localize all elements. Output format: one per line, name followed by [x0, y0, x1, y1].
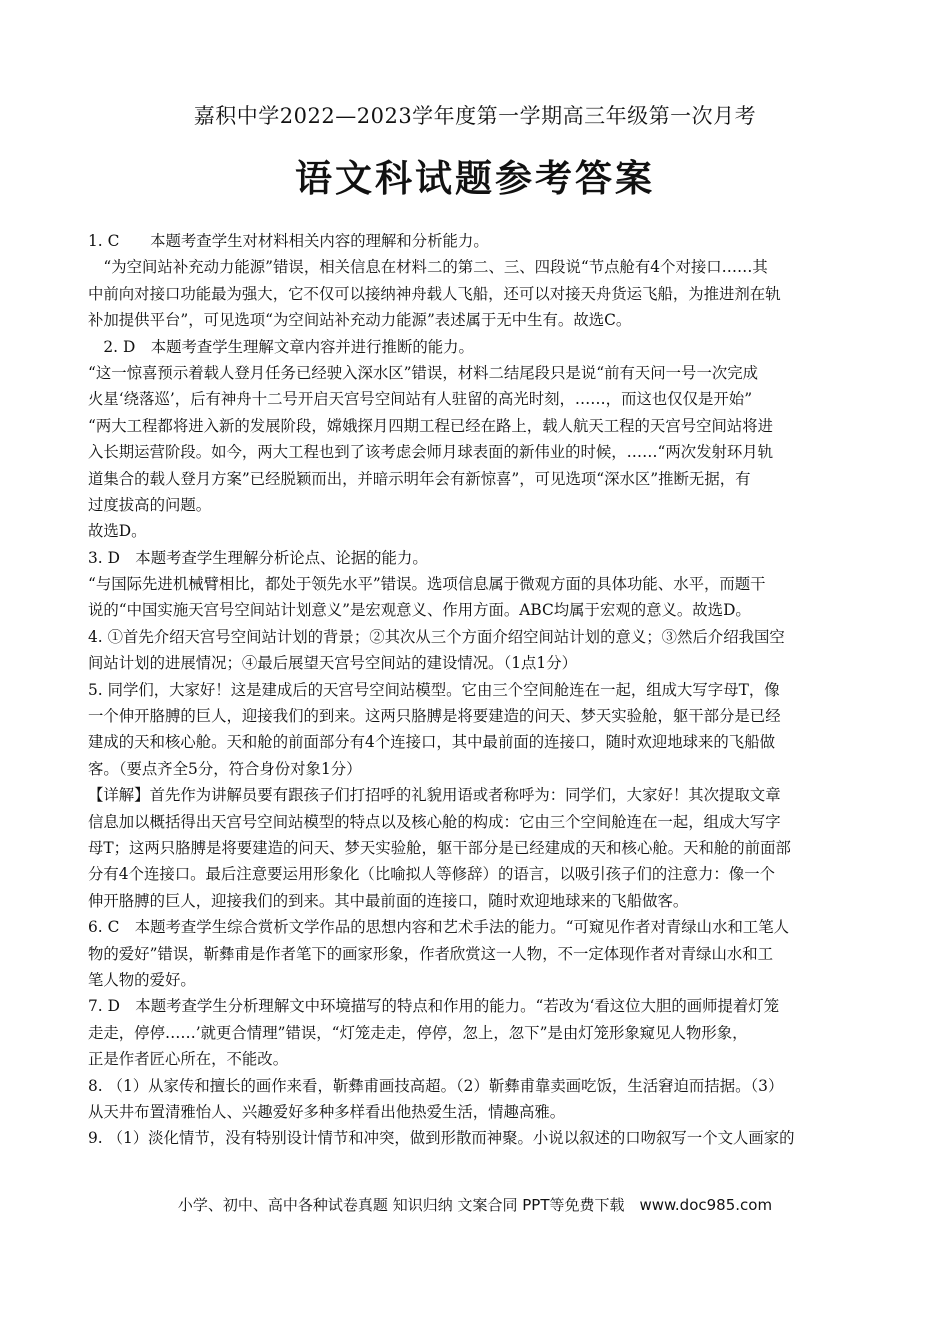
answer-line: 正是作者匠心所在，不能改。 — [88, 1050, 289, 1069]
answer-line: 2. D 本题考查学生理解文章内容并进行推断的能力。 — [88, 337, 474, 356]
answer-line: 分有4个连接口。最后注意要运用形象化（比喻拟人等修辞）的语言，以吸引孩子们的注意力：像一个 — [88, 865, 775, 884]
answer-line: 4. ①首先介绍天宫号空间站计划的背景；②其次从三个方面介绍空间站计划的意义；③然后介绍我国空 — [88, 627, 785, 646]
answer-line: 物的爱好”错误，靳彝甫是作者笔下的画家形象，作者欣赏这一人物，不一定体现作者对青绿山水和工 — [88, 944, 774, 963]
footer-advert: 小学、初中、高中各种试卷真题 知识归纳 文案合同 PPT等免费下载 www.doc985.com — [177, 1196, 773, 1214]
answer-line: 道集合的载人登月方案”已经脱颖而出，并暗示明年会有新惊喜”，可见选项“深水区”推断无据，有 — [88, 469, 751, 488]
answer-line: 5. 同学们，大家好！这是建成后的天宫号空间站模型。它由三个空间舱连在一起，组成大写字母T，像 — [88, 680, 780, 699]
answer-line: 入长期运营阶段。如今，两大工程也到了该考虑会师月球表面的新伟业的时候，……“两次发射环月轨 — [88, 443, 774, 462]
answer-line: 7. D 本题考查学生分析理解文中环境描写的特点和作用的能力。“若改为‘看这位大胆的画师提着灯笼 — [88, 997, 780, 1016]
answer-line: 信息加以概括得出天宫号空间站模型的特点以及核心舱的构成：它由三个空间舱连在一起，组成大写字 — [88, 812, 781, 831]
answer-line: 一个伸开胳膊的巨人，迎接我们的到来。这两只胳膊是将要建造的问天、梦天实验舱，躯干部分是已经 — [88, 707, 781, 726]
answer-line: 补加提供平台”，可见选项“为空间站补充动力能源”表述属于无中生有。故选C。 — [88, 311, 632, 330]
answer-line: 【详解】首先作为讲解员要有跟孩子们打招呼的礼貌用语或者称呼为：同学们，大家好！其次提取文章 — [88, 786, 781, 805]
page-title: 语文科试题参考答案 — [295, 156, 655, 200]
answer-line: 从天井布置清雅怡人、兴趣爱好多种多样看出他热爱生活，情趣高雅。 — [88, 1102, 566, 1121]
answer-line: 母T；这两只胳膊是将要建造的问天、梦天实验舱，躯干部分是已经建成的天和核心舱。天和舱的前面部 — [88, 838, 791, 857]
answer-line: 过度拔高的问题。 — [88, 495, 212, 514]
answer-line: 火星‘绕落巡’，后有神舟十二号开启天宫号空间站有人驻留的高光时刻，……，而这也仅仅是开始” — [88, 390, 753, 409]
answer-line: 9. （1）淡化情节，没有特别设计情节和冲突，做到形散而神聚。小说以叙述的口吻叙写一个文人画家的 — [88, 1129, 795, 1148]
answer-line: “与国际先进机械臂相比，都处于领先水平”错误。选项信息属于微观方面的具体功能、水平，而题干 — [88, 575, 766, 594]
answer-body — [88, 228, 866, 1152]
answer-line: 故选D。 — [88, 522, 147, 541]
answer-line: “这一惊喜预示着载人登月任务已经驶入深水区”错误，材料二结尾段只是说“前有天问一号一次完成 — [88, 363, 759, 382]
answer-line: 中前向对接口功能最为强大，它不仅可以接纳神舟载人飞船，还可以对接天舟货运飞船，为推进剂在轨 — [88, 284, 781, 303]
answer-line: 笔人物的爱好。 — [88, 970, 196, 989]
answer-line: 伸开胳膊的巨人，迎接我们的到来。其中最前面的连接口，随时欢迎地球来的飞船做客。 — [88, 891, 689, 910]
answer-line: 1. C 本题考查学生对材料相关内容的理解和分析能力。 — [88, 232, 489, 250]
answer-line: 3. D 本题考查学生理解分析论点、论据的能力。 — [88, 548, 428, 567]
answer-line: “两大工程都将进入新的发展阶段，嫦娥探月四期工程已经在路上，载人航天工程的天宫号空间站将进 — [88, 416, 774, 435]
answer-line: 客。（要点齐全5分，符合身份对象1分） — [88, 759, 362, 778]
answer-line: 8. （1）从家传和擅长的画作来看，靳彝甫画技高超。（2）靳彝甫靠卖画吃饭，生活窘迫而拮据。（3） — [88, 1076, 784, 1095]
answer-line: 走走，停停……’就更合情理”错误，“灯笼走走，停停，忽上，忽下”是由灯笼形象窥见人物形象， — [88, 1023, 748, 1042]
answer-line: 间站计划的进展情况；④最后展望天宫号空间站的建设情况。（1点1分） — [88, 654, 577, 673]
answer-line: 说的“中国实施天宫号空间站计划意义”是宏观意义、作用方面。ABC均属于宏观的意义。故选D。 — [88, 601, 751, 620]
answer-line: 6. C 本题考查学生综合赏析文学作品的思想内容和艺术手法的能力。“可窥见作者对青绿山水和工笔人 — [88, 918, 790, 937]
exam-subtitle: 嘉积中学2022—2023学年度第一学期高三年级第一次月考 — [193, 104, 757, 128]
answer-line: 建成的天和核心舱。天和舱的前面部分有4个连接口，其中最前面的连接口，随时欢迎地球来的飞船做 — [88, 733, 775, 752]
answer-line: “为空间站补充动力能源”错误，相关信息在材料二的第二、三、四段说“节点舱有4个对接口……其 — [88, 258, 768, 277]
